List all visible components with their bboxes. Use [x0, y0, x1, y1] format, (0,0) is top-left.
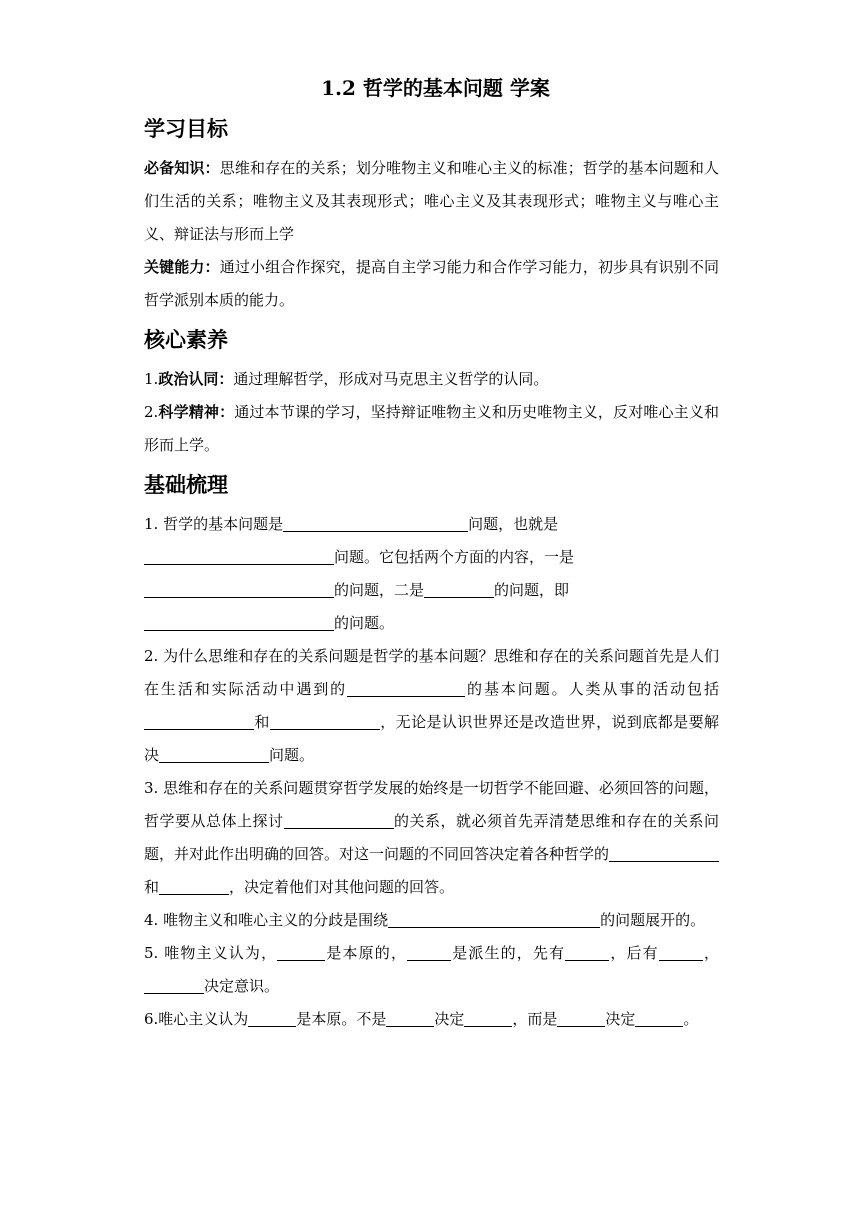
document-title: 1.2 哲学的基本问题 学案	[321, 76, 550, 100]
answer-blank[interactable]	[144, 546, 334, 565]
q5-text: 是本原的，	[325, 944, 408, 962]
q5-text: ，	[702, 944, 719, 962]
answer-blank[interactable]	[270, 711, 380, 730]
q3-text: 的关系，就必须首先弄清楚思维和存在的关系问题，并对此作出明确的回答。对这一问题的不同回答决定着各种哲学的	[144, 812, 719, 863]
label-knowledge: 必备知识：	[144, 159, 220, 177]
answer-blank[interactable]	[347, 678, 465, 697]
paragraph-ability	[144, 251, 719, 317]
core-1-number: 1.	[144, 370, 159, 388]
q2-text: 问题。	[269, 746, 315, 764]
answer-blank[interactable]	[386, 1008, 434, 1027]
answer-blank[interactable]	[277, 942, 325, 961]
answer-blank[interactable]	[144, 612, 334, 631]
q2-text: ，无论是认识世界还是改造世界，说到底都是要解决	[144, 713, 719, 764]
core-2-text: 通过本节课的学习，坚持辩证唯物主义和历史唯物主义，反对唯心主义和形而上学。	[144, 403, 719, 454]
q1-text: 问题。它包括两个方面的内容，一是	[334, 548, 575, 566]
q2-text: 2. 为什么思维和存在的关系问题是哲学的基本问题？思维和存在的关系问题首先是人们在生活和实际活动中遇到的	[144, 647, 719, 698]
q2-text: 和	[254, 713, 270, 731]
q3-text: 和	[144, 878, 160, 896]
question-1	[144, 508, 719, 640]
answer-blank[interactable]	[144, 711, 254, 730]
answer-blank[interactable]	[635, 1008, 683, 1027]
text-knowledge: 思维和存在的关系；划分唯物主义和唯心主义的标准；哲学的基本问题和人们生活的关系；唯物主义及其表现形式；唯心主义及其表现形式；唯物主义与唯心主义、辩证法与形而上学	[144, 159, 719, 243]
q3-text: ，决定着他们对其他问题的回答。	[229, 878, 455, 896]
q1-text: 的问题，即	[494, 581, 570, 599]
question-3	[144, 772, 719, 904]
question-4	[144, 904, 719, 937]
paragraph-core-2	[144, 396, 719, 462]
q6-text: 是本原。不是	[296, 1010, 387, 1028]
question-5	[144, 937, 719, 1003]
label-ability: 关键能力：	[144, 258, 220, 276]
paragraph-core-1	[144, 363, 719, 396]
q6-text: 决定	[434, 1010, 465, 1028]
heading-basics: 基础梳理	[144, 473, 228, 497]
q5-text: ，后有	[609, 944, 659, 962]
q2-text: 的基本问题。人类从事的活动包括	[465, 680, 719, 698]
q5-text: 是派生的，先有	[451, 944, 566, 962]
q6-text: 决定	[605, 1010, 636, 1028]
answer-blank[interactable]	[283, 513, 468, 532]
answer-blank[interactable]	[159, 744, 269, 763]
core-1-text: 通过理解哲学，形成对马克思主义哲学的认同。	[233, 370, 549, 388]
q4-text: 的问题展开的。	[600, 911, 706, 929]
q1-text: 问题，也就是	[468, 515, 559, 533]
answer-blank[interactable]	[609, 843, 719, 862]
q3-text: 3. 思维和存在的关系问题贯穿哲学发展的始终是一切哲学不能回避、必须回答的问题，哲学要从总体上探讨	[144, 779, 719, 830]
answer-blank[interactable]	[144, 579, 334, 598]
core-2-label: 科学精神：	[158, 403, 235, 421]
q6-text: 。	[683, 1010, 699, 1028]
question-6	[144, 1003, 719, 1036]
q1-text: 的问题，二是	[334, 581, 425, 599]
core-2-number: 2.	[144, 403, 159, 421]
answer-blank[interactable]	[144, 975, 204, 994]
heading-learning-goals: 学习目标	[144, 117, 228, 141]
q1-text: 的问题。	[334, 614, 395, 632]
answer-blank[interactable]	[557, 1008, 605, 1027]
answer-blank[interactable]	[464, 1008, 512, 1027]
paragraph-knowledge	[144, 152, 719, 251]
document-content	[144, 70, 719, 1036]
q5-text: 5. 唯物主义认为，	[144, 944, 278, 962]
q4-text: 4. 唯物主义和唯心主义的分歧是围绕	[144, 911, 389, 929]
text-ability: 通过小组合作探究，提高自主学习能力和合作学习能力，初步具有识别不同哲学派别本质的能力。	[144, 258, 719, 309]
q6-text: ，而是	[512, 1010, 558, 1028]
answer-blank[interactable]	[388, 909, 600, 928]
core-1-label: 政治认同：	[158, 370, 234, 388]
answer-blank[interactable]	[407, 942, 451, 961]
q1-text: 1. 哲学的基本问题是	[144, 515, 284, 533]
answer-blank[interactable]	[159, 876, 229, 895]
answer-blank[interactable]	[659, 942, 703, 961]
answer-blank[interactable]	[284, 810, 394, 829]
q5-text: 决定意识。	[204, 977, 280, 995]
q6-text: 6.唯心主义认为	[144, 1010, 249, 1028]
answer-blank[interactable]	[424, 579, 494, 598]
answer-blank[interactable]	[565, 942, 609, 961]
question-2	[144, 640, 719, 772]
heading-core-literacy: 核心素养	[144, 328, 228, 352]
answer-blank[interactable]	[248, 1008, 296, 1027]
